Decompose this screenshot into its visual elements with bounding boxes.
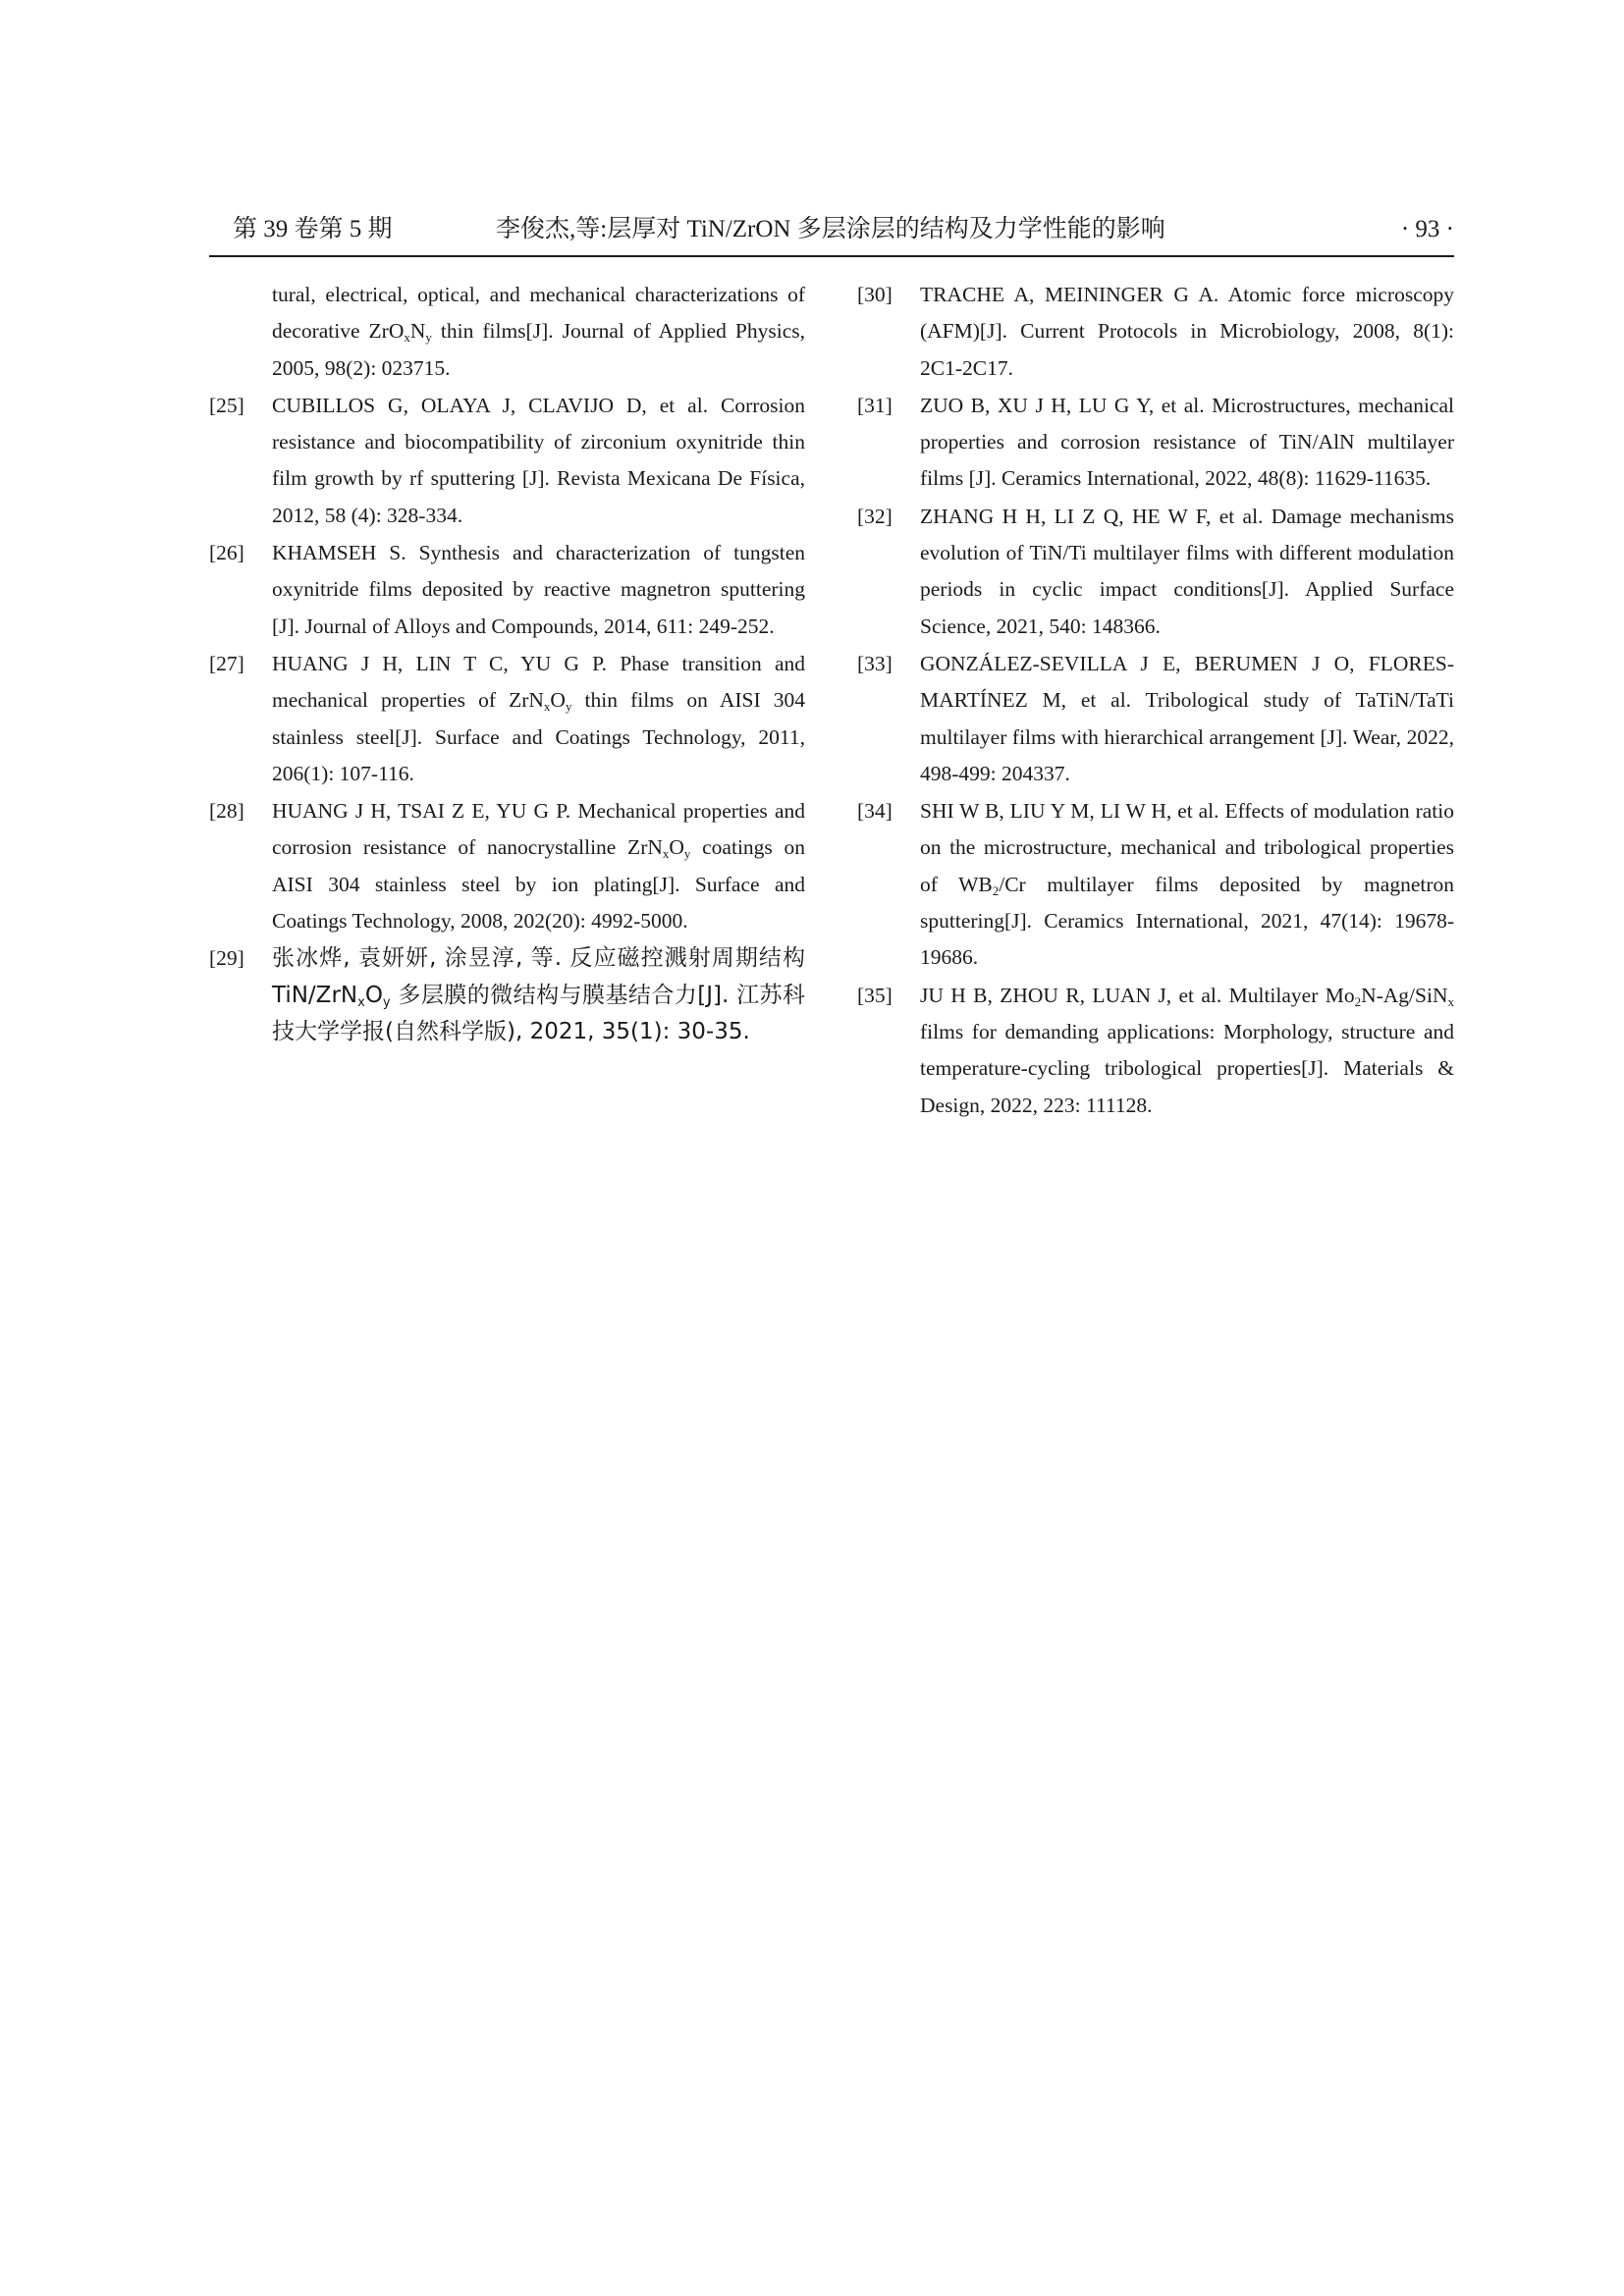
reference-text: TRACHE A, MEININGER G A. Atomic force microscopy (AFM)[J]. Current Protocols in Microbiology, 2008, 8(1): 2C1-2C17. <box>920 283 1454 380</box>
reference-number: [32] <box>857 504 893 528</box>
reference-text: tural, electrical, optical, and mechanical characterizations of decorative $ZrO_xN_y$ thin films[J]. Journal of Applied Physics, 2005, 98(2): 023715. <box>272 283 805 380</box>
running-header <box>209 208 1454 257</box>
reference-entry <box>857 793 1454 976</box>
reference-number: [28] <box>209 799 244 824</box>
reference-text: GONZÁLEZ-SEVILLA J E, BERUMEN J O, FLORES-MARTÍNEZ M, et al. Tribological study of TaTiN/TaTi multilayer films with hierarchical arrangement [J]. Wear, 2022, 498-499: 204337. <box>920 651 1454 785</box>
reference-entry <box>209 535 805 645</box>
reference-number: [30] <box>857 283 893 306</box>
reference-entry <box>857 978 1454 1124</box>
reference-text: ZUO B, XU J H, LU G Y, et al. Microstructures, mechanical properties and corrosion resistance of TiN/AlN multilayer films [J]. Ceramics International, 2022, 48(8): 11629-11635. <box>920 393 1454 491</box>
reference-entry <box>209 388 805 534</box>
reference-entry <box>857 499 1454 645</box>
reference-text: CUBILLOS G, OLAYA J, CLAVIJO D, et al. Corrosion resistance and biocompatibility of zirconium oxynitride thin film growth by rf sputtering [J]. Revista Mexicana De Física, 2012, 58 (4): 328-334. <box>272 393 805 527</box>
reference-number: [29] <box>209 946 244 971</box>
reference-entry <box>209 277 805 387</box>
reference-entry <box>209 646 805 792</box>
reference-column-left <box>209 277 805 1051</box>
journal-issue: 第 39 卷第 5 期 <box>233 216 393 242</box>
reference-number: [31] <box>857 393 893 417</box>
reference-number: [25] <box>209 393 244 417</box>
reference-entry <box>857 646 1454 792</box>
reference-text: HUANG J H, TSAI Z E, YU G P. Mechanical properties and corrosion resistance of nanocrystalline $ZrN_xO_y$ coatings on AISI 304 stainless steel by ion plating[J]. Surface and Coatings Technology, 2008, 202(20): 4992-5000. <box>272 799 805 934</box>
reference-text: JU H B, ZHOU R, LUAN J, et al. Multilayer $Mo_2N-Ag/SiN_x$ films for demanding applications: Morphology, structure and temperature-cycling tribological properties[J]. Materials & Design, 2022, 223: 111128. <box>920 983 1454 1117</box>
reference-number: [26] <box>209 541 244 565</box>
page-number: · 93 · <box>1400 216 1454 242</box>
reference-text: KHAMSEH S. Synthesis and characterization of tungsten oxynitride films deposited by reactive magnetron sputtering [J]. Journal of Alloys and Compounds, 2014, 611: 249-252. <box>272 541 805 638</box>
reference-text: HUANG J H, LIN T C, YU G P. Phase transition and mechanical properties of $ZrN_xO_y$ thin films on AISI 304 stainless steel[J]. Surface and Coatings Technology, 2011, 206(1): 107-116. <box>272 651 805 785</box>
reference-entry <box>209 793 805 939</box>
reference-text: ZHANG H H, LI Z Q, HE W F, et al. Damage mechanisms evolution of TiN/Ti multilayer films with different modulation periods in cyclic impact conditions[J]. Applied Surface Science, 2021, 540: 148366. <box>920 504 1454 638</box>
reference-entry <box>209 940 805 1050</box>
reference-text: SHI W B, LIU Y M, LI W H, et al. Effects of modulation ratio on the microstructure, mechanical and tribological properties of $WB_2/Cr$ multilayer films deposited by magnetron sputtering[J]. Ceramics International, 2021, 47(14): 19678-19686. <box>920 799 1454 970</box>
reference-number: [27] <box>209 651 244 675</box>
reference-number: [33] <box>857 651 893 675</box>
reference-column-right <box>857 277 1454 1125</box>
reference-text: 张冰烨, 袁妍妍, 涂昱淳, 等. 反应磁控溅射周期结构 TiN/$ZrN_xO_y$ 多层膜的微结构与膜基结合力[J]. 江苏科技大学学报(自然科学版), 2021, 35(1): 30-35. <box>272 945 805 1044</box>
reference-entry <box>857 388 1454 498</box>
reference-entry <box>857 277 1454 387</box>
running-title: 李俊杰,等:层厚对 TiN/ZrON 多层涂层的结构及力学性能的影响 <box>496 216 1165 242</box>
reference-number: [34] <box>857 799 893 824</box>
reference-number: [35] <box>857 983 893 1007</box>
